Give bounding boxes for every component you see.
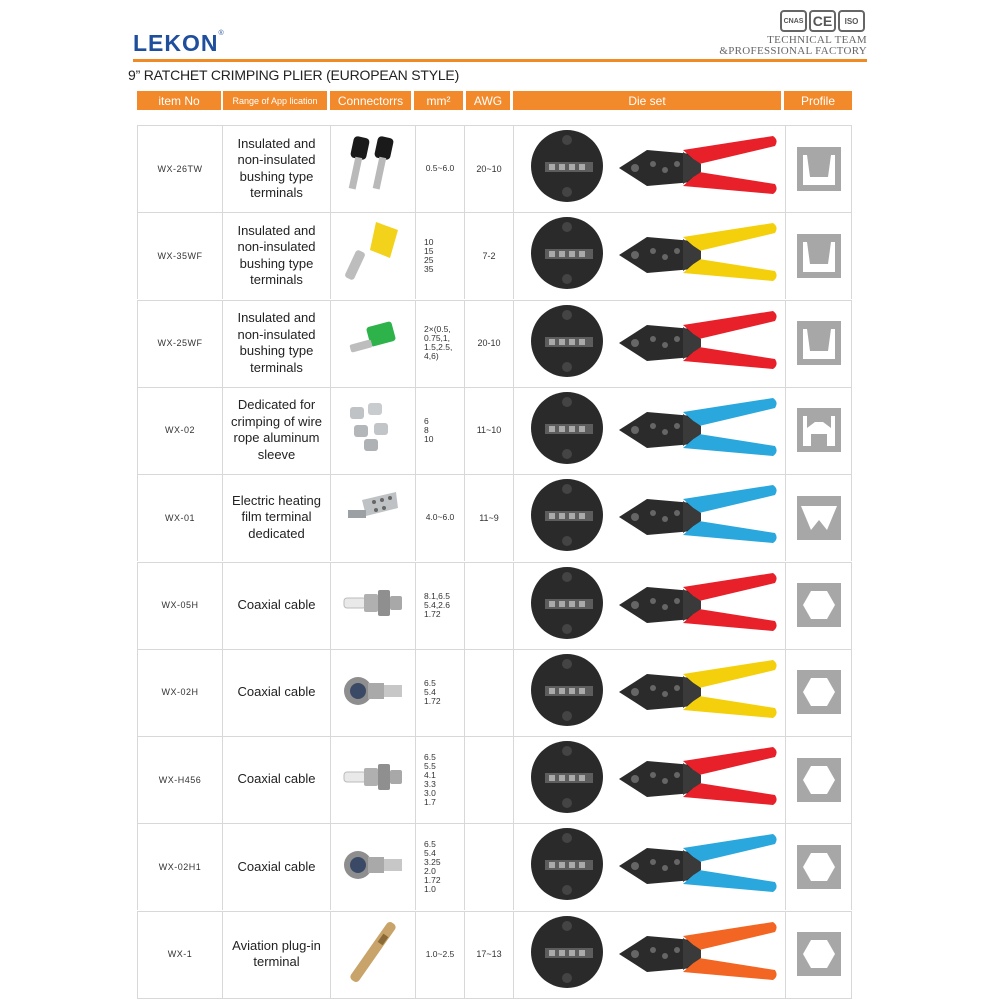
connector-cell xyxy=(330,387,415,474)
profile-cell xyxy=(785,474,852,561)
item-number: WX-25WF xyxy=(137,300,222,387)
application-text: Insulated and non-insulated bushing type terminals xyxy=(222,300,330,387)
mm2-value: 1.0~2.5 xyxy=(415,911,464,998)
row-divider xyxy=(137,998,852,999)
ce-cert-icon: CE xyxy=(809,10,836,32)
sleeve-die-profile-icon xyxy=(797,408,841,452)
mm2-value: 6.5 5.5 4.1 3.3 3.0 1.7 xyxy=(415,736,464,823)
brand-name: LEKON xyxy=(133,30,219,56)
die-set-cell xyxy=(513,212,785,299)
item-number: WX-26TW xyxy=(137,125,222,212)
awg-value xyxy=(464,823,513,910)
item-number: WX-01 xyxy=(137,474,222,561)
registered-mark: ® xyxy=(218,30,225,37)
mm2-value: 6.5 5.4 1.72 xyxy=(415,649,464,736)
awg-value xyxy=(464,649,513,736)
mm2-value: 2×(0.5, 0.75,1, 1.5,2.5, 4,6) xyxy=(415,300,464,387)
die-set-cell xyxy=(513,387,785,474)
col-header-application: Range of App lication xyxy=(223,91,327,110)
iso-cert-icon: ISO xyxy=(838,10,865,32)
die-closeup-image xyxy=(531,475,603,560)
table-row xyxy=(137,212,852,299)
bnc-connector-icon xyxy=(338,829,408,904)
crimping-plier-image xyxy=(613,305,781,382)
hexagon-profile-icon xyxy=(797,583,841,627)
connector-cell xyxy=(330,823,415,910)
die-closeup-image xyxy=(531,388,603,473)
die-set-cell xyxy=(513,736,785,823)
crimping-plier-image xyxy=(613,828,781,905)
table-row xyxy=(137,387,852,474)
green-twin-ferrule-icon xyxy=(338,306,408,381)
die-closeup-image xyxy=(531,563,603,648)
application-text: Coaxial cable xyxy=(222,649,330,736)
connector-cell xyxy=(330,474,415,561)
tagline-line1: TECHNICAL TEAM xyxy=(767,34,867,46)
die-closeup-image xyxy=(531,650,603,735)
connector-cell xyxy=(330,300,415,387)
brand-logo xyxy=(133,30,225,57)
connector-cell xyxy=(330,562,415,649)
die-closeup-image xyxy=(531,213,603,298)
die-set-cell xyxy=(513,562,785,649)
mm2-value: 6.5 5.4 3.25 2.0 1.72 1.0 xyxy=(415,823,464,910)
col-header-mm2: mm² xyxy=(414,91,463,110)
die-set-cell xyxy=(513,649,785,736)
awg-value: 20~10 xyxy=(464,125,513,212)
item-number: WX-02H xyxy=(137,649,222,736)
aluminum-sleeve-icon xyxy=(338,393,408,468)
table-row xyxy=(137,736,852,823)
w-notch-profile-icon xyxy=(797,496,841,540)
page-title: 9” RATCHET CRIMPING PLIER (EUROPEAN STYLE) xyxy=(128,67,460,83)
crimping-plier-image xyxy=(613,567,781,644)
connector-cell xyxy=(330,649,415,736)
profile-cell xyxy=(785,736,852,823)
col-header-connectors: Connectorrs xyxy=(330,91,411,110)
profile-cell xyxy=(785,649,852,736)
mm2-value: 10 15 25 35 xyxy=(415,212,464,299)
col-header-profile: Profile xyxy=(784,91,852,110)
application-text: Dedicated for crimping of wire rope aluminum sleeve xyxy=(222,387,330,474)
application-text: Aviation plug-in terminal xyxy=(222,911,330,998)
profile-cell xyxy=(785,300,852,387)
col-header-item: item No xyxy=(137,91,221,110)
awg-value xyxy=(464,736,513,823)
bnc-connector-icon xyxy=(338,655,408,730)
yellow-ferrule-icon xyxy=(338,218,408,293)
table-row xyxy=(137,823,852,910)
mm2-value: 6 8 10 xyxy=(415,387,464,474)
mm2-value: 8.1,6.5 5.4,2.6 1.72 xyxy=(415,562,464,649)
hexagon-profile-icon xyxy=(797,758,841,802)
crimping-plier-image xyxy=(613,916,781,993)
crimping-plier-image xyxy=(613,130,781,207)
cnas-cert-icon: CNAS xyxy=(780,10,807,32)
die-closeup-image xyxy=(531,912,603,997)
item-number: WX-35WF xyxy=(137,212,222,299)
table-row xyxy=(137,125,852,212)
hexagon-profile-icon xyxy=(797,932,841,976)
profile-cell xyxy=(785,125,852,212)
mm2-value: 4.0~6.0 xyxy=(415,474,464,561)
application-text: Insulated and non-insulated bushing type terminals xyxy=(222,212,330,299)
item-number: WX-02H1 xyxy=(137,823,222,910)
col-header-awg: AWG xyxy=(466,91,510,110)
trapezoid-notch-profile-icon xyxy=(797,321,841,365)
trapezoid-notch-profile-icon xyxy=(797,147,841,191)
profile-cell xyxy=(785,387,852,474)
f-connector-icon xyxy=(338,742,408,817)
certification-badges xyxy=(780,10,865,32)
aviation-pin-icon xyxy=(338,917,408,992)
twin-ferrule-icon xyxy=(338,131,408,206)
film-terminal-icon xyxy=(338,480,408,555)
table-row xyxy=(137,911,852,998)
profile-cell xyxy=(785,562,852,649)
application-text: Coaxial cable xyxy=(222,736,330,823)
die-set-cell xyxy=(513,300,785,387)
connector-cell xyxy=(330,212,415,299)
die-closeup-image xyxy=(531,126,603,211)
awg-value xyxy=(464,562,513,649)
item-number: WX-02 xyxy=(137,387,222,474)
awg-value: 11~10 xyxy=(464,387,513,474)
connector-cell xyxy=(330,911,415,998)
die-closeup-image xyxy=(531,301,603,386)
die-closeup-image xyxy=(531,824,603,909)
hexagon-profile-icon xyxy=(797,845,841,889)
col-header-die-set: Die set xyxy=(513,91,781,110)
die-set-cell xyxy=(513,474,785,561)
crimping-plier-image xyxy=(613,217,781,294)
mm2-value: 0.5~6.0 xyxy=(415,125,464,212)
application-text: Electric heating film terminal dedicated xyxy=(222,474,330,561)
crimping-plier-image xyxy=(613,741,781,818)
crimping-plier-image xyxy=(613,654,781,731)
awg-value: 20-10 xyxy=(464,300,513,387)
table-row xyxy=(137,649,852,736)
connector-cell xyxy=(330,125,415,212)
profile-cell xyxy=(785,823,852,910)
hexagon-profile-icon xyxy=(797,670,841,714)
tagline xyxy=(719,35,867,57)
application-text: Insulated and non-insulated bushing type terminals xyxy=(222,125,330,212)
trapezoid-notch-profile-icon xyxy=(797,234,841,278)
awg-value: 17~13 xyxy=(464,911,513,998)
awg-value: 7-2 xyxy=(464,212,513,299)
awg-value: 11~9 xyxy=(464,474,513,561)
profile-cell xyxy=(785,212,852,299)
f-connector-icon xyxy=(338,568,408,643)
table-row xyxy=(137,562,852,649)
header-divider xyxy=(133,59,867,62)
die-set-cell xyxy=(513,911,785,998)
application-text: Coaxial cable xyxy=(222,823,330,910)
profile-cell xyxy=(785,911,852,998)
connector-cell xyxy=(330,736,415,823)
item-number: WX-05H xyxy=(137,562,222,649)
die-set-cell xyxy=(513,125,785,212)
die-set-cell xyxy=(513,823,785,910)
table-row xyxy=(137,474,852,561)
item-number: WX-H456 xyxy=(137,736,222,823)
die-closeup-image xyxy=(531,737,603,822)
application-text: Coaxial cable xyxy=(222,562,330,649)
table-row xyxy=(137,300,852,387)
item-number: WX-1 xyxy=(137,911,222,998)
crimping-plier-image xyxy=(613,392,781,469)
crimping-plier-image xyxy=(613,479,781,556)
tagline-line2: &PROFESSIONAL FACTORY xyxy=(719,45,867,57)
